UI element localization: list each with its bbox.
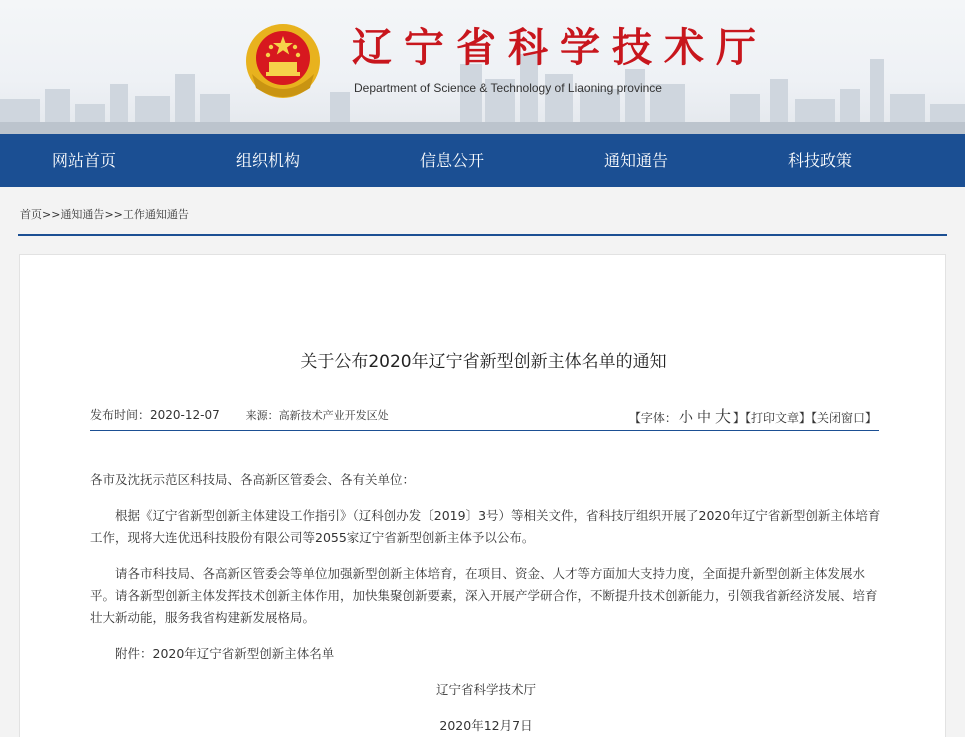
close-window-link[interactable]: 【关闭窗口】 — [810, 411, 877, 425]
nav-item-notices[interactable]: 通知通告 — [603, 151, 668, 170]
main-nav — [0, 134, 965, 187]
print-article-link[interactable]: 【打印文章】 — [744, 411, 811, 425]
breadcrumb-notices[interactable]: 通知通告 — [60, 208, 105, 221]
meta-divider — [90, 430, 879, 431]
paragraph-2: 请各市科技局、各高新区管委会等单位加强新型创新主体培育，在项目、资金、人才等方面加大支持力度，全面提升新型创新主体发展水平。请各新型创新主体发挥技术创新主体作用，加快集聚创新要素，深入开展产学研合作，不断提升技术创新能力，引领我省新经济发展、培育壮大新动能，服务我省构建新发展格局。 — [90, 566, 878, 625]
nav-item-tech-policy[interactable]: 科技政策 — [787, 151, 852, 170]
source-value: 高新技术产业开发区处 — [278, 409, 389, 422]
font-size-label: 【字体： — [628, 411, 677, 425]
national-emblem-icon — [244, 22, 322, 100]
salutation: 各市及沈抚示范区科技局、各高新区管委会、各有关单位： — [90, 472, 416, 487]
site-title: 辽宁省科学技术厅 — [352, 24, 768, 71]
breadcrumb-work-notices[interactable]: 工作通知通告 — [122, 208, 189, 221]
article-title: 关于公布2020年辽宁省新型创新主体名单的通知 — [300, 352, 667, 372]
paragraph-1: 根据《辽宁省新型创新主体建设工作指引》（辽科创办发〔2019〕3号）等相关文件，省科技厅组织开展了2020年辽宁省新型创新主体培育工作，现将大连优迅科技股份有限公司等2055家辽宁省新型创新主体予以公布。 — [90, 508, 881, 545]
article-tools — [629, 404, 877, 427]
site-header — [0, 0, 965, 134]
nav-item-info-disclosure[interactable]: 信息公开 — [419, 151, 484, 170]
publish-label: 发布时间： — [90, 408, 151, 422]
source-label: 来源： — [245, 409, 279, 422]
source-info — [246, 409, 389, 422]
article-meta — [90, 406, 411, 423]
nav-item-organization[interactable]: 组织机构 — [235, 151, 300, 170]
article-body — [90, 469, 882, 737]
font-size-medium-button[interactable]: 中 — [696, 410, 711, 426]
font-size-bracket: 】 — [732, 411, 745, 425]
font-size-small-button[interactable]: 小 — [678, 410, 693, 426]
signer: 辽宁省科学技术厅 — [435, 682, 536, 697]
breadcrumb — [20, 206, 189, 222]
breadcrumb-divider — [18, 234, 947, 236]
attachment-link[interactable]: 附件：2020年辽宁省新型创新主体名单 — [115, 646, 335, 661]
publish-date: 2020-12-07 — [150, 408, 220, 422]
breadcrumb-separator: >> — [42, 208, 61, 221]
article-panel — [19, 254, 946, 737]
breadcrumb-separator: >> — [104, 208, 123, 221]
site-subtitle: Department of Science & Technology of Liaoning province — [354, 81, 662, 95]
sign-date: 2020年12月7日 — [439, 718, 533, 733]
publish-info — [90, 408, 220, 422]
nav-item-home[interactable]: 网站首页 — [51, 151, 116, 170]
font-size-large-button[interactable]: 大 — [714, 407, 731, 426]
breadcrumb-home[interactable]: 首页 — [20, 208, 42, 221]
